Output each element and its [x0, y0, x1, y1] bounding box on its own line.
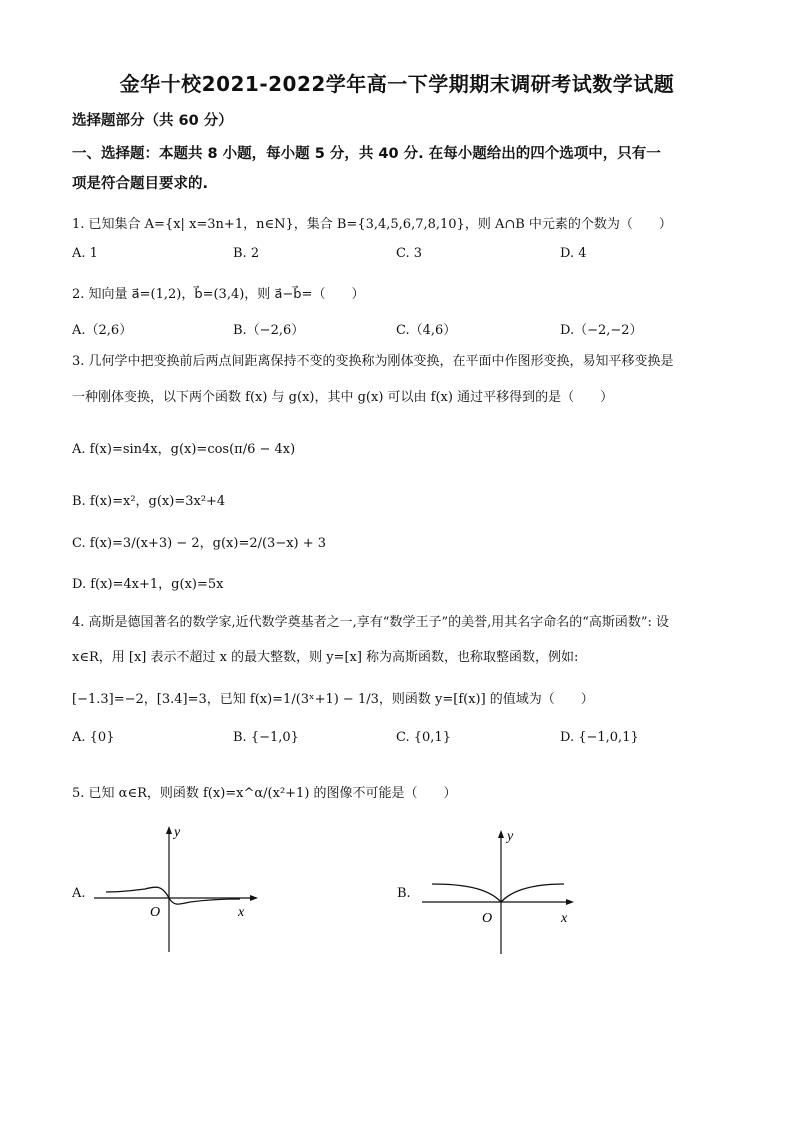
- q2-option-a: A.（2,6）: [72, 323, 133, 338]
- q4-option-a: A. {0}: [72, 730, 115, 745]
- graph-b-label: B.: [397, 886, 411, 901]
- section-part-heading: 选择题部分（共 60 分）: [72, 113, 233, 129]
- q1-option-d: D. 4: [560, 246, 587, 261]
- q2-stem: 2. 知向量 a⃗=(1,2)，b⃗=(3,4)，则 a⃗−b⃗=（ ）: [72, 287, 365, 302]
- q3-stem-line1: 3. 几何学中把变换前后两点间距离保持不变的变换称为刚体变换，在平面中作图形变换，易知平移变换是: [72, 354, 674, 369]
- q4-stem-line2: x∈R，用 [x] 表示不超过 x 的最大整数，则 y=[x] 称为高斯函数，也称取整函数，例如:: [72, 650, 579, 665]
- graph-a-y-arrow: [166, 826, 172, 834]
- q3-option-d: D. f(x)=4x+1，g(x)=5x: [72, 577, 224, 592]
- q4-stem-line3: [−1.3]=−2，[3.4]=3，已知 f(x)=1/(3ˣ+1) − 1/3，则函数 y=[f(x)] 的值域为（ ）: [72, 692, 594, 707]
- q4-option-b: B. {−1,0}: [233, 730, 299, 745]
- q2-option-b: B.（−2,6）: [233, 323, 305, 338]
- q3-stem-line2: 一种刚体变换，以下两个函数 f(x) 与 g(x)，其中 g(x) 可以由 f(x) 通过平移得到的是（ ）: [72, 390, 614, 405]
- q2-option-d: D.（−2,−2）: [560, 323, 643, 338]
- section-intro-line2: 项是符合题目要求的.: [72, 176, 209, 192]
- q1-option-a: A. 1: [72, 246, 98, 261]
- graph-b-x-arrow: [566, 899, 574, 905]
- q3-option-c: C. f(x)=3/(x+3) − 2，g(x)=2/(3−x) + 3: [72, 536, 327, 551]
- graph-a-figure: [90, 822, 270, 954]
- graph-b-origin-label: O: [482, 911, 493, 926]
- graph-b-y-label: y: [507, 829, 514, 844]
- graph-b-y-arrow: [498, 830, 504, 838]
- graph-a-origin-label: O: [150, 905, 161, 920]
- graph-a-x-arrow: [250, 895, 258, 901]
- section-intro-line1: 一、选择题：本题共 8 小题，每小题 5 分，共 40 分. 在每小题给出的四个选项中，只有一: [72, 146, 661, 162]
- q1-stem: 1. 已知集合 A={x| x=3n+1，n∈N}，集合 B={3,4,5,6,7,8,10}，则 A∩B 中元素的个数为（ ）: [72, 217, 672, 232]
- q3-option-a: A. f(x)=sin4x，g(x)=cos(π/6 − 4x): [72, 442, 296, 457]
- q3-option-b: B. f(x)=x²，g(x)=3x²+4: [72, 494, 226, 509]
- q2-option-c: C.（4,6）: [396, 323, 457, 338]
- q1-option-b: B. 2: [233, 246, 260, 261]
- graph-b-x-label: x: [561, 911, 568, 926]
- graph-a-x-label: x: [238, 905, 245, 920]
- graph-a-label: A.: [72, 886, 86, 901]
- graph-a-y-label: y: [174, 825, 181, 840]
- page-title: 金华十校2021-2022学年高一下学期期末调研考试数学试题: [119, 72, 675, 96]
- q4-option-c: C. {0,1}: [396, 730, 451, 745]
- q1-option-c: C. 3: [396, 246, 423, 261]
- graph-b-figure: [418, 826, 588, 958]
- graph-b-curve: [432, 884, 564, 902]
- graph-a-curve: [106, 887, 240, 904]
- q4-stem-line1: 4. 高斯是德国著名的数学家,近代数学奠基者之一,享有“数学王子”的美誉,用其名字命名的“高斯函数”: 设: [72, 615, 670, 630]
- q4-option-d: D. {−1,0,1}: [560, 730, 639, 745]
- q5-stem: 5. 已知 α∈R，则函数 f(x)=x^α/(x²+1) 的图像不可能是（ ）: [72, 786, 457, 801]
